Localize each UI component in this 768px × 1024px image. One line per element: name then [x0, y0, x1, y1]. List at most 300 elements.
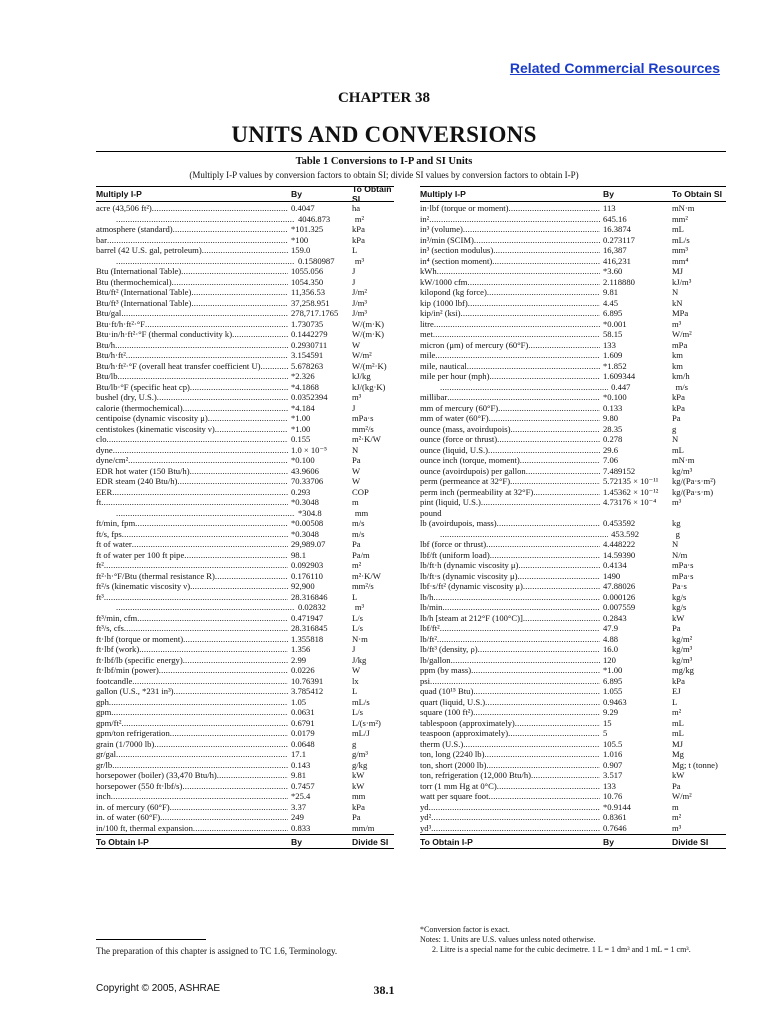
- table-row: [420, 560, 726, 571]
- factor-cell: 0.907: [603, 759, 623, 770]
- si-unit-cell: kg/s: [672, 591, 687, 602]
- unit-cell: [420, 361, 600, 372]
- dot-leader: [145, 319, 288, 330]
- dot-leader: [486, 760, 600, 771]
- table-row: [420, 718, 726, 729]
- factor-cell: 0.7457: [291, 780, 315, 791]
- factor-cell: 4.45: [603, 297, 619, 308]
- unit-cell: [96, 665, 288, 676]
- unit-cell: [420, 707, 600, 718]
- factor-cell: 0.000126: [603, 591, 636, 602]
- unit-label: gpm/ton refrigeration: [96, 728, 170, 738]
- unit-label: lbf·s/ft² (dynamic viscosity μ): [420, 581, 523, 591]
- unit-label: lbf/ft (uniform load): [420, 549, 490, 560]
- dot-leader: [183, 634, 288, 645]
- unit-cell: [420, 812, 600, 823]
- unit-cell: [420, 487, 600, 498]
- factor-cell: 278,717.1765: [291, 308, 339, 318]
- copyright: Copyright © 2005, ASHRAE: [96, 983, 221, 994]
- table-row: [96, 487, 394, 498]
- dot-leader: [488, 445, 600, 456]
- factor-cell: 0.0179: [291, 728, 315, 738]
- table-row: [420, 476, 726, 487]
- unit-cell: [96, 382, 288, 393]
- si-unit-cell: N·m: [352, 633, 368, 644]
- si-unit-cell: J/kg: [352, 654, 367, 665]
- factor-cell: 28.316845: [291, 623, 328, 633]
- si-unit-cell: kg/m²: [672, 633, 693, 644]
- factor-cell: 1.730735: [291, 318, 324, 329]
- si-unit-cell: mL: [672, 444, 684, 455]
- unit-label: grain (1/7000 lb): [96, 738, 155, 749]
- factor-cell: 0.7646: [603, 822, 627, 833]
- dot-leader: [497, 434, 600, 445]
- unit-label: footcandle: [96, 675, 133, 686]
- dot-leader: [111, 791, 288, 802]
- header-by: By: [291, 189, 302, 199]
- factor-cell: 1.356: [291, 644, 311, 654]
- table-row: [96, 560, 394, 571]
- si-unit-cell: kJ/kg: [352, 371, 371, 381]
- unit-cell: [420, 592, 600, 603]
- unit-cell: [420, 644, 600, 655]
- unit-cell: [96, 476, 288, 487]
- si-unit-cell: J/m²: [352, 287, 367, 297]
- unit-cell: [96, 392, 288, 403]
- table-row: [96, 287, 394, 298]
- factor-cell: 0.2843: [603, 612, 627, 623]
- factor-cell: *0.3048: [291, 528, 319, 539]
- table-row: [420, 256, 726, 267]
- si-unit-cell: EJ: [672, 686, 681, 696]
- unit-cell: [420, 718, 600, 729]
- si-unit-cell: kPa: [352, 801, 365, 812]
- factor-cell: 16.0: [603, 644, 619, 654]
- si-unit-cell: m: [672, 801, 679, 812]
- unit-cell: [96, 455, 288, 466]
- factor-cell: 29.6: [603, 444, 619, 455]
- si-unit-cell: mg/kg: [672, 665, 694, 675]
- table-row: [420, 655, 726, 666]
- factor-cell: 0.273117: [603, 234, 635, 245]
- table-row: [96, 256, 394, 267]
- table-row: [96, 329, 394, 340]
- dot-leader: [473, 686, 600, 697]
- dot-leader: [170, 802, 288, 813]
- dot-leader: [489, 791, 601, 802]
- dot-leader: [190, 466, 288, 477]
- unit-cell: [420, 676, 600, 687]
- si-unit-cell: g/kg: [352, 759, 368, 770]
- unit-label: kWh: [420, 266, 437, 276]
- dot-leader: [430, 676, 600, 687]
- table-row: [420, 350, 726, 361]
- dot-leader: [517, 571, 600, 582]
- dot-leader: [487, 287, 600, 298]
- table-row: [420, 361, 726, 372]
- unit-label: ft²·h·°F/Btu (thermal resistance R): [96, 570, 215, 581]
- dot-leader: [184, 550, 288, 561]
- si-unit-cell: J: [352, 644, 356, 654]
- unit-cell: [96, 781, 288, 792]
- factor-cell: 37,258.951: [291, 297, 330, 308]
- unit-cell: [420, 319, 600, 330]
- dot-leader: [461, 308, 600, 319]
- unit-label: ounce (mass, avoirdupois): [420, 423, 511, 434]
- dot-leader: [451, 655, 600, 666]
- dot-leader: [132, 539, 288, 550]
- dot-leader: [463, 739, 600, 750]
- factor-cell: 1.45362 × 10⁻¹²: [603, 486, 659, 497]
- table-row: [96, 277, 394, 288]
- footer-divide: Divide SI: [672, 836, 709, 847]
- si-unit-cell: kg/m³: [672, 465, 693, 476]
- unit-label: lb/min: [420, 602, 443, 612]
- unit-label: quart (liquid, U.S.): [420, 696, 486, 707]
- si-unit-cell: kW: [352, 770, 365, 780]
- unit-cell: [96, 602, 295, 613]
- si-unit-cell: mPa: [672, 339, 688, 350]
- si-unit-cell: kPa: [352, 224, 365, 234]
- unit-label: inch: [96, 791, 111, 801]
- unit-label: gr/gal: [96, 749, 117, 759]
- unit-label: barrel (42 U.S. gal, petroleum): [96, 245, 202, 255]
- table-row: [420, 434, 726, 445]
- factor-cell: 3.785412: [291, 686, 324, 696]
- dot-leader: [159, 665, 288, 676]
- unit-cell: [96, 571, 288, 582]
- factor-cell: 0.4134: [603, 560, 627, 570]
- table-row: [96, 739, 394, 750]
- unit-cell: [420, 340, 600, 351]
- table-row: [420, 266, 726, 277]
- unit-label: square (100 ft²): [420, 707, 474, 717]
- unit-cell: [420, 256, 600, 267]
- si-unit-cell: mm/m: [352, 822, 375, 833]
- unit-cell: [96, 497, 288, 508]
- table-row: [420, 728, 726, 739]
- unit-cell: [420, 781, 600, 792]
- footer-obtain-ip: To Obtain I-P: [96, 836, 149, 847]
- dot-leader: [152, 203, 288, 214]
- unit-cell: [420, 266, 600, 277]
- factor-cell: 0.293: [291, 486, 311, 497]
- dot-leader: [135, 518, 288, 529]
- table-row: [96, 539, 394, 550]
- si-unit-cell: mL/s: [672, 234, 690, 245]
- factor-cell: 9.81: [291, 770, 307, 780]
- unit-label: EDR steam (240 Btu/h): [96, 476, 178, 486]
- dot-leader: [107, 434, 289, 445]
- unit-label: quad (10¹⁵ Btu): [420, 686, 474, 696]
- unit-cell: [96, 256, 295, 267]
- note-exact: *Conversion factor is exact.: [420, 925, 510, 934]
- dot-leader: [137, 613, 288, 624]
- table-row: [96, 245, 394, 256]
- dot-leader: [208, 413, 288, 424]
- factor-cell: 4.73176 × 10⁻⁴: [603, 497, 657, 507]
- unit-label: yd³: [420, 822, 432, 833]
- unit-cell: [420, 791, 600, 802]
- dot-leader: [160, 812, 288, 823]
- factor-cell: 0.176110: [291, 570, 323, 581]
- factor-cell: 645.16: [603, 213, 627, 224]
- table-row: [96, 371, 394, 382]
- dot-leader: [183, 403, 288, 414]
- header-by: By: [603, 189, 614, 199]
- unit-cell: [420, 466, 600, 477]
- unit-cell: [96, 466, 288, 477]
- unit-cell: [96, 445, 288, 456]
- factor-cell: 0.007559: [603, 602, 636, 612]
- si-unit-cell: mN·m: [672, 203, 695, 213]
- si-unit-cell: N: [672, 539, 679, 549]
- dot-leader: [463, 224, 600, 235]
- dot-leader: [174, 686, 288, 697]
- si-unit-cell: km/h: [672, 371, 690, 381]
- table-row: [420, 298, 726, 309]
- factor-cell: 3.517: [603, 770, 623, 780]
- si-unit-cell: m³: [354, 255, 365, 266]
- unit-cell: [420, 455, 600, 466]
- si-unit-cell: lx: [352, 675, 359, 686]
- factor-cell: 1.0 × 10⁻⁵: [291, 444, 328, 455]
- unit-cell: [420, 403, 600, 414]
- si-unit-cell: J/m³: [352, 308, 367, 318]
- table-row: [96, 266, 394, 277]
- footer-by: By: [603, 836, 614, 847]
- unit-cell: [96, 655, 288, 666]
- unit-label: dyne: [96, 444, 113, 455]
- si-unit-cell: L/s: [352, 612, 363, 623]
- table-row: [96, 224, 394, 235]
- table-row: [96, 592, 394, 603]
- unit-label: watt per square foot: [420, 791, 489, 801]
- chapter-title: UNITS AND CONVERSIONS: [231, 122, 537, 147]
- factor-cell: 0.6791: [291, 717, 315, 728]
- si-unit-cell: W/m²: [672, 329, 692, 339]
- factor-cell: 43.9606: [291, 465, 319, 476]
- table-row: [420, 413, 726, 424]
- table-row: [420, 697, 726, 708]
- factor-cell: 0.453592: [603, 518, 636, 528]
- table-row: [96, 665, 394, 676]
- dot-leader: [473, 707, 600, 718]
- table-row: [96, 340, 394, 351]
- unit-label: calorie (thermochemical): [96, 402, 183, 413]
- unit-label: in⁴ (section moment): [420, 255, 493, 266]
- dot-leader: [190, 382, 288, 393]
- dot-leader: [484, 749, 600, 760]
- si-unit-cell: mL: [672, 717, 684, 728]
- si-unit-cell: mPa·s: [672, 560, 694, 570]
- factor-cell: 6.895: [603, 308, 623, 318]
- unit-cell: [420, 518, 600, 529]
- dot-leader: [520, 455, 600, 466]
- factor-cell: 15: [603, 717, 612, 728]
- dot-leader: [429, 802, 600, 813]
- unit-cell: [420, 550, 600, 561]
- factor-cell: 0.0648: [291, 738, 315, 749]
- si-unit-cell: m³: [672, 497, 682, 507]
- factor-cell: 1.355818: [291, 633, 324, 644]
- table-row: [96, 581, 394, 592]
- si-unit-cell: m/s: [352, 528, 365, 539]
- unit-cell: [96, 277, 288, 288]
- table-row: [420, 770, 726, 781]
- unit-label: in. of water (60°F): [96, 812, 161, 822]
- factor-cell: 29,989.07: [291, 539, 326, 549]
- dot-leader: [478, 644, 600, 655]
- unit-label: tablespoon (approximately): [420, 717, 515, 728]
- note-2: 2. Litre is a special name for the cubic decimetre. 1 L = 1 dm³ and 1 mL = 1 cm³.: [432, 945, 691, 954]
- si-unit-cell: mL/J: [352, 728, 370, 738]
- dot-leader: [107, 235, 288, 246]
- unit-cell: [96, 235, 288, 246]
- dot-leader: [116, 508, 295, 519]
- si-unit-cell: W: [352, 339, 361, 350]
- factor-cell: 3.154591: [291, 350, 324, 360]
- unit-label: lb/h: [420, 591, 434, 602]
- table-row: [96, 392, 394, 403]
- si-unit-cell: Pa: [672, 623, 681, 633]
- si-unit-cell: mPa·s: [672, 570, 694, 581]
- dot-leader: [467, 361, 600, 372]
- unit-label: ft³/s, cfs: [96, 623, 124, 633]
- unit-cell: [96, 287, 288, 298]
- unit-label: Btu/h·ft²·°F (overall heat transfer coefficient U): [96, 360, 261, 371]
- unit-label: lb/ft·h (dynamic viscosity μ): [420, 560, 519, 570]
- factor-cell: 17.1: [291, 749, 307, 759]
- dot-leader: [523, 613, 600, 624]
- dot-leader: [193, 823, 288, 834]
- table-row: [96, 424, 394, 435]
- table-row: [96, 571, 394, 582]
- unit-label: mile: [420, 350, 436, 360]
- table-row: [420, 518, 726, 529]
- dot-leader: [190, 581, 288, 592]
- factor-cell: 0.2930711: [291, 339, 328, 350]
- unit-cell: [420, 308, 600, 319]
- dot-leader: [154, 739, 288, 750]
- unit-cell: [420, 214, 600, 225]
- table-row: [420, 581, 726, 592]
- unit-cell: [96, 403, 288, 414]
- table-row: [96, 455, 394, 466]
- unit-cell: [420, 560, 600, 571]
- unit-cell: [96, 560, 288, 571]
- factor-cell: 70.33706: [291, 476, 324, 486]
- unit-cell: [420, 571, 600, 582]
- dot-leader: [440, 623, 600, 634]
- table-row: [420, 802, 726, 813]
- dot-leader: [486, 539, 600, 550]
- table-row: [96, 760, 394, 771]
- factor-cell: 16,387: [603, 245, 627, 255]
- dot-leader: [497, 781, 600, 792]
- unit-cell: [96, 508, 295, 519]
- unit-cell: [96, 634, 288, 645]
- unit-cell: [96, 371, 288, 382]
- si-unit-cell: L: [672, 696, 678, 707]
- table-row: [420, 424, 726, 435]
- si-unit-cell: km: [672, 350, 683, 360]
- factor-cell: 120: [603, 654, 616, 665]
- unit-cell: [96, 550, 288, 561]
- si-unit-cell: m³: [672, 822, 682, 833]
- unit-cell: [96, 319, 288, 330]
- table-row: [96, 308, 394, 319]
- unit-label: clo: [96, 434, 107, 444]
- table-row: [420, 445, 726, 456]
- unit-cell: [96, 707, 288, 718]
- unit-label: ton, long (2240 lb): [420, 749, 485, 759]
- dot-leader: [431, 823, 600, 834]
- factor-cell: 0.4047: [291, 203, 315, 213]
- table-row: [96, 728, 394, 739]
- factor-cell: 4.88: [603, 633, 619, 644]
- factor-cell: 133: [603, 339, 616, 350]
- table-row: [96, 686, 394, 697]
- unit-cell: [96, 623, 288, 634]
- table-row: [96, 676, 394, 687]
- si-unit-cell: m²·K/W: [352, 434, 381, 444]
- factor-cell: 159.0: [291, 245, 311, 255]
- table-row: [420, 466, 726, 477]
- si-unit-cell: L: [352, 245, 358, 255]
- left-rows: [96, 202, 394, 833]
- table-row: [96, 644, 394, 655]
- dot-leader: [518, 560, 600, 571]
- table-row: [420, 340, 726, 351]
- si-unit-cell: mL/s: [352, 696, 370, 707]
- dot-leader: [116, 214, 295, 225]
- factor-cell: 0.133: [603, 402, 623, 413]
- factor-cell: 28.35: [603, 423, 623, 434]
- table-row: [96, 623, 394, 634]
- unit-cell: [96, 245, 288, 256]
- si-unit-cell: L: [352, 686, 358, 696]
- unit-cell: [420, 329, 600, 340]
- related-commercial-resources-link[interactable]: Related Commercial Resources: [509, 60, 720, 76]
- unit-label: in/100 ft, thermal expansion: [96, 822, 193, 833]
- factor-cell: 133: [603, 780, 616, 791]
- dot-leader: [531, 770, 600, 781]
- si-unit-cell: MPa: [672, 308, 689, 318]
- unit-cell: [420, 581, 600, 592]
- table-row: [420, 665, 726, 676]
- dot-leader: [433, 329, 600, 340]
- table-row: [420, 529, 726, 540]
- unit-label: ft·lbf/lb (specific energy): [96, 654, 183, 665]
- dot-leader: [261, 361, 288, 372]
- table-row: [420, 707, 726, 718]
- table-row: [96, 602, 394, 613]
- unit-cell: [96, 592, 288, 603]
- dot-leader: [101, 497, 288, 508]
- dot-leader: [492, 256, 600, 267]
- unit-label: gr/lb: [96, 759, 113, 770]
- si-unit-cell: W/m²: [352, 350, 372, 360]
- si-unit-cell: W: [352, 665, 361, 675]
- factor-cell: 1.609344: [603, 371, 636, 381]
- dot-leader: [121, 308, 288, 319]
- unit-label: teaspoon (approximately): [420, 728, 509, 738]
- unit-cell: [96, 718, 288, 729]
- footnote-rule: [96, 939, 206, 940]
- factor-cell: 1.055: [603, 686, 623, 696]
- unit-label: ft/min, fpm: [96, 518, 136, 528]
